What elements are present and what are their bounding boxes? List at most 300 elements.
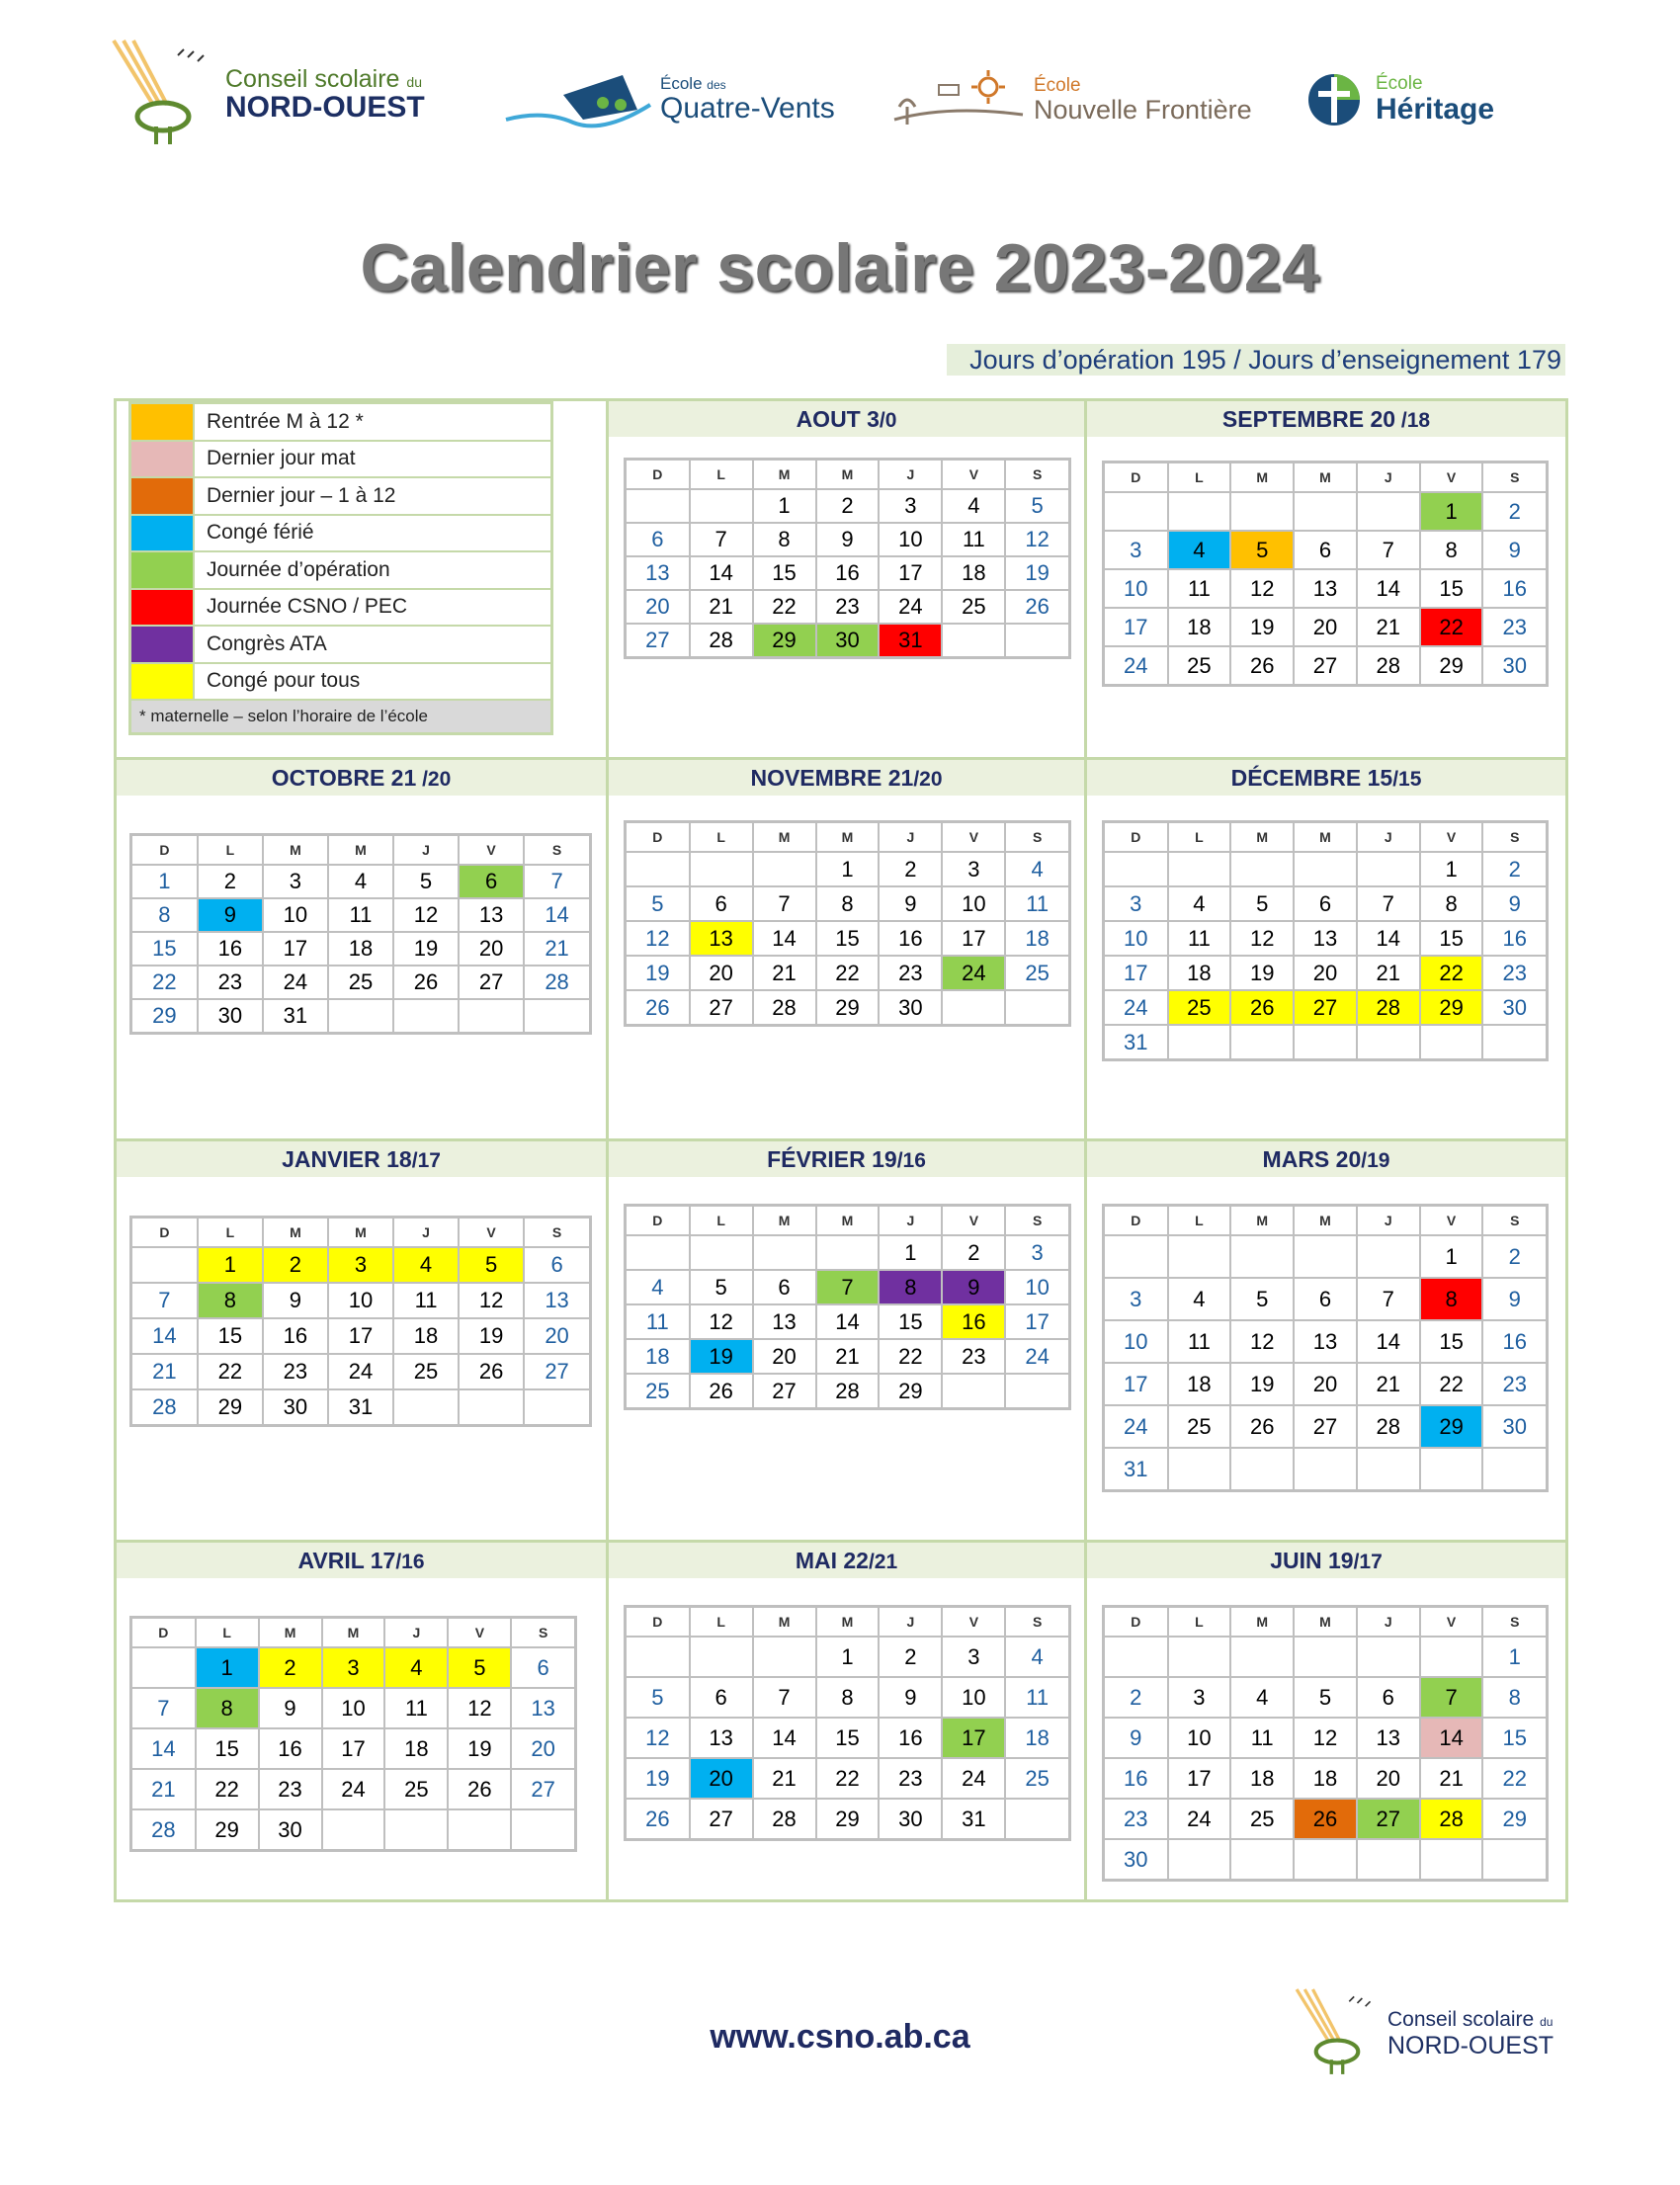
day-cell: 5 [626,886,690,921]
day-cell: 11 [1168,569,1231,608]
day-cell: 2 [816,489,880,523]
day-cell: 5 [1230,531,1294,569]
day-cell: 15 [816,921,880,956]
day-cell: 10 [263,898,328,932]
day-cell: 21 [524,932,590,966]
day-header: V [942,822,1005,853]
day-cell: 9 [879,886,942,921]
day-cell [1168,1235,1231,1278]
day-cell: 22 [198,1354,263,1389]
day-cell: 21 [690,590,753,624]
day-cell [1168,1025,1231,1060]
day-header: D [626,822,690,853]
day-header: M [1230,1206,1294,1236]
day-cell: 13 [753,1304,816,1339]
day-cell: 30 [263,1389,328,1426]
day-cell: 9 [198,898,263,932]
day-cell: 23 [879,956,942,990]
day-cell: 19 [1230,956,1294,990]
day-cell: 8 [879,1270,942,1304]
day-cell: 20 [1357,1758,1420,1799]
day-cell: 20 [753,1339,816,1374]
day-cell: 12 [459,1283,524,1318]
week-row [1104,1363,1548,1405]
day-cell: 18 [393,1318,459,1354]
day-header: D [626,1206,690,1236]
day-cell: 4 [942,489,1005,523]
day-cell [1104,852,1168,886]
day-cell: 15 [1420,569,1483,608]
day-cell: 12 [626,921,690,956]
day-cell: 23 [879,1758,942,1799]
day-cell: 9 [816,523,880,556]
day-cell: 5 [1294,1677,1357,1718]
day-cell [1482,1839,1547,1881]
day-cell: 4 [384,1647,448,1688]
quatre-vents-logo-line1: École [660,74,703,94]
day-header: D [626,1607,690,1638]
day-cell: 21 [1357,608,1420,646]
day-cell: 30 [1482,990,1547,1025]
day-cell: 4 [1230,1677,1294,1718]
day-cell: 9 [1104,1718,1168,1758]
day-cell: 25 [626,1374,690,1409]
week-row [131,1769,576,1809]
day-cell [1230,852,1294,886]
month-header [117,1543,606,1578]
day-cell [1230,1235,1294,1278]
day-cell: 18 [1168,1363,1231,1405]
day-header: V [942,460,1005,490]
day-cell: 27 [511,1769,575,1809]
day-cell: 10 [322,1688,385,1728]
day-cell [524,1389,590,1426]
day-cell [1230,1448,1294,1491]
day-cell: 15 [753,556,816,590]
day-cell [1357,1235,1420,1278]
day-cell: 27 [524,1354,590,1389]
footer-url[interactable]: www.csno.ab.ca [710,2018,970,2056]
month-header [117,1141,606,1177]
week-row [626,1758,1070,1799]
day-cell: 18 [1005,1718,1069,1758]
day-cell [1420,1839,1483,1881]
month-counts: /16 [896,1149,926,1172]
day-cell [1230,1637,1294,1677]
day-cell: 9 [263,1283,328,1318]
day-cell: 27 [1294,1405,1357,1448]
week-row [131,966,591,999]
day-cell: 26 [393,966,459,999]
week-row [1104,1718,1548,1758]
legend-label: Journée CSNO / PEC [194,589,552,627]
day-cell: 20 [524,1318,590,1354]
day-cell: 1 [816,852,880,886]
day-cell: 24 [328,1354,393,1389]
day-header: M [816,460,880,490]
day-cell: 25 [1230,1799,1294,1839]
day-cell: 30 [1482,646,1547,686]
legend-swatch [130,589,195,627]
day-cell: 31 [263,999,328,1034]
day-cell: 13 [690,1718,753,1758]
day-cell: 29 [196,1809,259,1851]
day-header: M [1230,1607,1294,1638]
day-cell: 13 [459,898,524,932]
day-cell: 8 [753,523,816,556]
month-name: MAI 22 [795,1548,869,1573]
csno-emblem-icon [1293,1984,1382,2083]
nouvelle-frontiere-emblem-icon [889,65,1028,134]
week-row [1104,1839,1548,1881]
legend-swatch [130,515,195,552]
week-row [131,865,591,898]
day-cell: 31 [879,624,942,658]
day-cell [384,1809,448,1851]
week-row [131,999,591,1034]
week-row [1104,921,1548,956]
day-cell: 17 [263,932,328,966]
day-cell: 4 [1168,531,1231,569]
day-cell: 18 [626,1339,690,1374]
day-cell: 6 [690,1677,753,1718]
day-header: D [131,1218,198,1248]
day-cell [753,1235,816,1270]
day-cell [131,1247,198,1283]
day-cell [524,999,590,1034]
csno-footer-logo [1293,1984,1554,2083]
day-cell: 22 [196,1769,259,1809]
day-cell: 2 [1104,1677,1168,1718]
day-cell: 24 [942,1758,1005,1799]
week-row [626,1799,1070,1840]
day-cell: 24 [879,590,942,624]
day-header: S [511,1618,575,1648]
day-cell: 11 [626,1304,690,1339]
day-cell: 29 [1420,646,1483,686]
day-cell: 11 [328,898,393,932]
day-cell: 23 [1482,608,1547,646]
day-cell: 7 [524,865,590,898]
nouvelle-frontiere-logo-line2: Nouvelle Frontière [1034,94,1252,125]
day-cell: 7 [1357,531,1420,569]
month-counts: /17 [411,1149,441,1172]
day-header: M [1294,1607,1357,1638]
day-cell: 1 [131,865,198,898]
day-cell: 13 [1357,1718,1420,1758]
day-cell: 30 [816,624,880,658]
day-cell: 20 [690,1758,753,1799]
day-cell: 25 [1005,956,1069,990]
day-cell: 7 [1357,886,1420,921]
month-calendar [129,1216,592,1427]
month-name: SEPTEMBRE 20 [1221,406,1396,432]
day-cell: 28 [131,1389,198,1426]
week-row [131,1389,591,1426]
legend-row [130,403,552,441]
day-cell [626,852,690,886]
legend-row [130,551,552,589]
day-cell: 17 [1104,956,1168,990]
legend-label: Congé férié [194,515,552,552]
day-cell: 13 [1294,569,1357,608]
day-cell: 29 [198,1389,263,1426]
day-cell: 29 [1420,990,1483,1025]
quatre-vents-logo-small: des [707,78,726,93]
day-cell: 26 [626,990,690,1026]
day-cell: 25 [328,966,393,999]
month-calendar [129,1616,577,1852]
week-row [1104,1320,1548,1363]
day-cell: 30 [198,999,263,1034]
day-cell: 23 [816,590,880,624]
day-cell [942,624,1005,658]
day-cell: 23 [942,1339,1005,1374]
day-cell: 21 [1420,1758,1483,1799]
day-header: M [1230,822,1294,853]
day-cell: 25 [1005,1758,1069,1799]
day-cell: 17 [1168,1758,1231,1799]
day-header: S [1005,460,1069,490]
legend-row [130,441,552,478]
day-cell: 29 [1482,1799,1547,1839]
day-header: J [879,822,942,853]
day-header: M [1294,1206,1357,1236]
day-cell: 25 [1168,990,1231,1025]
day-cell [753,1637,816,1677]
week-row [626,1270,1070,1304]
month-name: DÉCEMBRE 15 [1230,765,1393,791]
day-cell [1357,1637,1420,1677]
week-row [1104,569,1548,608]
day-cell [1168,1637,1231,1677]
day-cell: 22 [1482,1758,1547,1799]
week-row [131,1354,591,1389]
day-cell: 29 [816,1799,880,1840]
day-cell: 6 [1357,1677,1420,1718]
page-title: Calendrier scolaire 2023-2024 [360,230,1320,305]
month-name: OCTOBRE 21 [271,765,417,791]
day-cell: 4 [626,1270,690,1304]
day-cell: 9 [942,1270,1005,1304]
day-cell: 10 [1104,921,1168,956]
day-cell: 30 [879,990,942,1026]
day-cell: 6 [626,523,690,556]
day-cell [1230,1025,1294,1060]
day-cell: 25 [942,590,1005,624]
day-cell: 25 [1168,1405,1231,1448]
csno-logo-line2: NORD-OUEST [225,91,425,125]
day-cell [753,852,816,886]
day-cell [1104,1637,1168,1677]
day-cell: 13 [524,1283,590,1318]
month-counts: /19 [1361,1149,1390,1172]
day-cell: 13 [1294,1320,1357,1363]
csno-emblem-icon [109,36,217,154]
day-header: J [384,1618,448,1648]
week-row [131,1809,576,1851]
week-row [626,624,1070,658]
day-cell: 5 [626,1677,690,1718]
day-header: D [1104,1206,1168,1236]
day-cell: 6 [690,886,753,921]
day-cell: 11 [942,523,1005,556]
day-cell [1357,1839,1420,1881]
day-cell: 12 [393,898,459,932]
day-cell: 2 [263,1247,328,1283]
day-cell [1420,1448,1483,1491]
day-header: M [753,1206,816,1236]
day-header: M [263,1218,328,1248]
day-cell: 7 [1357,1278,1420,1320]
day-cell [1104,492,1168,531]
week-row [626,489,1070,523]
day-cell [1168,1839,1231,1881]
day-cell: 7 [1420,1677,1483,1718]
day-cell [690,852,753,886]
day-cell: 3 [1168,1677,1231,1718]
month-calendar [624,1605,1071,1841]
day-header: J [1357,1607,1420,1638]
day-cell: 8 [816,886,880,921]
week-row [131,1647,576,1688]
day-cell: 19 [1230,608,1294,646]
week-row [131,898,591,932]
quatre-vents-logo-line2: Quatre-Vents [660,92,835,126]
day-cell [448,1809,511,1851]
day-header: L [198,1218,263,1248]
day-cell: 2 [879,1637,942,1677]
day-cell: 13 [511,1688,575,1728]
day-cell: 6 [1294,531,1357,569]
day-header: M [1294,822,1357,853]
legend-row [130,663,552,701]
day-cell: 15 [1482,1718,1547,1758]
legend-row [130,515,552,552]
day-cell: 27 [459,966,524,999]
day-cell: 21 [753,956,816,990]
day-header: L [196,1618,259,1648]
day-cell: 9 [1482,886,1547,921]
day-cell: 1 [753,489,816,523]
day-cell: 16 [879,921,942,956]
day-cell: 15 [1420,1320,1483,1363]
month-header [1087,1141,1565,1177]
day-cell: 1 [816,1637,880,1677]
day-cell: 4 [1005,1637,1069,1677]
day-cell: 19 [626,1758,690,1799]
day-cell: 16 [1482,921,1547,956]
day-cell: 28 [131,1809,196,1851]
day-cell: 7 [753,886,816,921]
day-cell: 18 [328,932,393,966]
day-cell: 14 [1357,569,1420,608]
day-cell [1294,852,1357,886]
day-header: L [690,1206,753,1236]
day-cell: 28 [753,990,816,1026]
week-row [1104,1448,1548,1491]
week-row [626,956,1070,990]
day-header: L [1168,462,1231,493]
day-cell: 6 [753,1270,816,1304]
day-cell: 28 [524,966,590,999]
day-header: V [1420,822,1483,853]
day-cell: 5 [448,1647,511,1688]
day-cell: 30 [259,1809,322,1851]
day-cell: 19 [1230,1363,1294,1405]
csno-logo-small: du [406,74,422,91]
month-name: NOVEMBRE 21 [750,765,914,791]
day-cell: 5 [1230,886,1294,921]
day-cell: 18 [1168,608,1231,646]
day-header: M [259,1618,322,1648]
day-cell: 2 [942,1235,1005,1270]
day-cell: 26 [1294,1799,1357,1839]
day-cell: 1 [1420,852,1483,886]
day-cell: 11 [393,1283,459,1318]
day-cell: 22 [1420,608,1483,646]
day-cell: 23 [1482,1363,1547,1405]
day-header: S [1005,1607,1069,1638]
day-cell: 7 [690,523,753,556]
day-cell: 21 [131,1354,198,1389]
day-cell: 4 [1005,852,1069,886]
day-cell: 29 [879,1374,942,1409]
day-cell: 3 [322,1647,385,1688]
day-cell: 2 [198,865,263,898]
day-cell: 14 [131,1728,196,1769]
month-name: FÉVRIER 19 [767,1146,897,1172]
day-cell [1357,1025,1420,1060]
day-cell: 18 [1168,956,1231,990]
day-cell: 27 [753,1374,816,1409]
month-counts: /18 [1395,409,1431,432]
day-header: J [879,1607,942,1638]
day-cell [690,489,753,523]
day-cell: 28 [1420,1799,1483,1839]
legend-swatch [130,441,195,478]
day-header: M [328,1218,393,1248]
month-counts: /16 [395,1551,425,1573]
day-cell: 10 [879,523,942,556]
day-cell: 17 [1104,608,1168,646]
month-header [609,401,1084,437]
day-cell [942,1374,1005,1409]
day-header: D [1104,1607,1168,1638]
day-cell: 9 [879,1677,942,1718]
day-cell: 26 [448,1769,511,1809]
day-cell [1420,1025,1483,1060]
day-cell [1104,1235,1168,1278]
day-cell: 22 [816,956,880,990]
day-cell: 26 [1230,990,1294,1025]
day-cell: 18 [942,556,1005,590]
day-cell: 21 [1357,1363,1420,1405]
month-name: JUIN 19 [1270,1548,1354,1573]
day-cell: 18 [1294,1758,1357,1799]
day-header: V [942,1206,1005,1236]
day-cell: 23 [263,1354,328,1389]
day-cell: 10 [942,886,1005,921]
day-cell: 4 [328,865,393,898]
day-cell: 16 [942,1304,1005,1339]
day-header: V [459,1218,524,1248]
week-row [1104,1278,1548,1320]
day-cell: 11 [1168,921,1231,956]
week-row [626,1339,1070,1374]
week-row [626,1637,1070,1677]
day-cell: 24 [322,1769,385,1809]
